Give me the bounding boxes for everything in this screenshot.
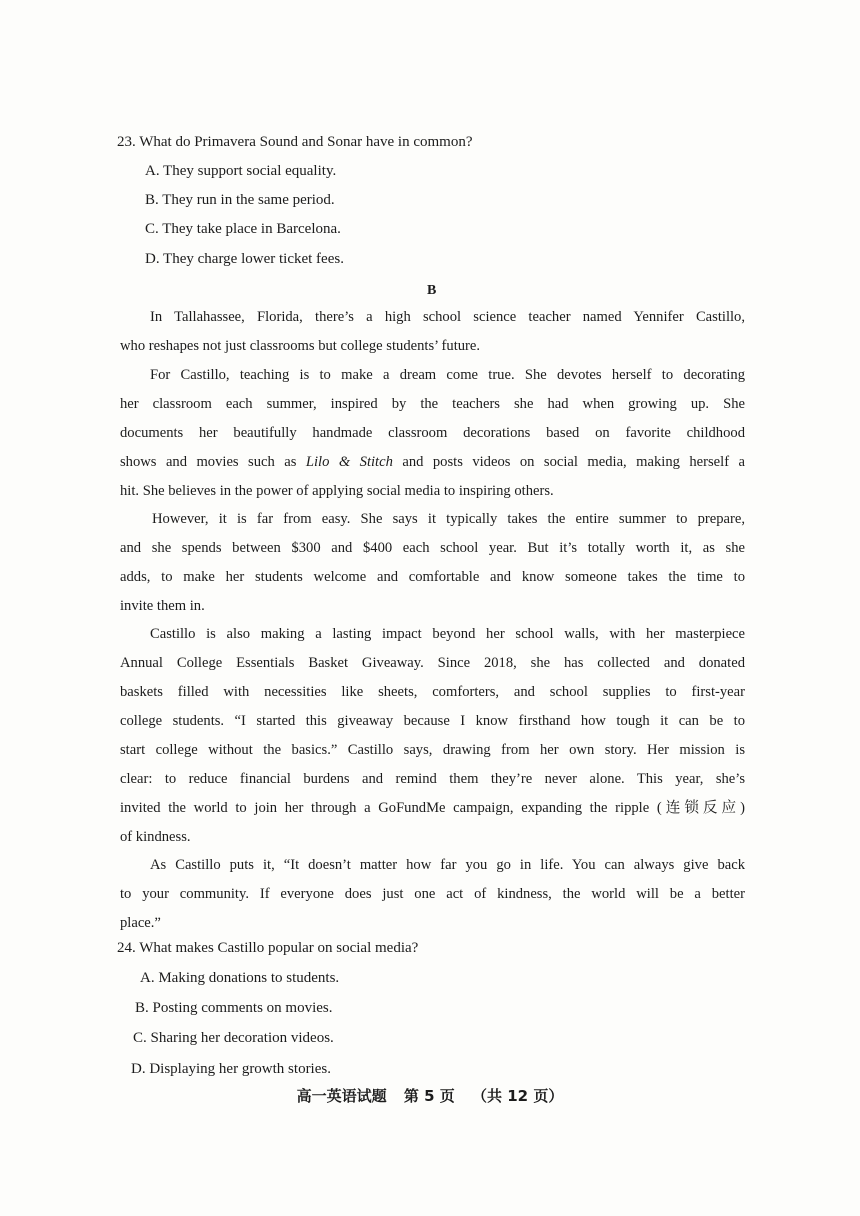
q23-option-b: B. They run in the same period.: [145, 192, 335, 208]
question-24: 24. What makes Castillo popular on social media?: [117, 940, 419, 956]
q23-option-c: C. They take place in Barcelona.: [145, 221, 341, 237]
text-line: college students. “I started this giveaway because I know firsthand how tough it can be to: [120, 713, 745, 729]
passage-paragraph-3: [120, 505, 745, 621]
text-line: As Castillo puts it, “It doesn’t matter how far you go in life. You can always give back: [150, 857, 745, 873]
text-line: hit. She believes in the power of applying social media to inspiring others.: [120, 483, 554, 499]
question-23: 23. What do Primavera Sound and Sonar have in common?: [117, 134, 473, 150]
text-line: In Tallahassee, Florida, there’s a high school science teacher named Yennifer Castillo,: [150, 309, 745, 325]
text-line: baskets filled with necessities like sheets, comforters, and school supplies to first-year: [120, 684, 745, 700]
text-line: start college without the basics.” Castillo says, drawing from her own story. Her mission is: [120, 742, 745, 758]
text-line: her classroom each summer, inspired by the teachers she had when growing up. She: [120, 396, 745, 412]
page-footer: [0, 1085, 860, 1106]
text-line: Annual College Essentials Basket Giveaway. Since 2018, she has collected and donated: [120, 655, 745, 671]
movie-title: Lilo & Stitch: [305, 454, 393, 470]
text-line: [120, 448, 745, 477]
footer-subject: 高一英语试题: [296, 1087, 387, 1105]
footer-page-number: 第 5 页: [403, 1087, 455, 1105]
text-line: However, it is far from easy. She says it typically takes the entire summer to prepare,: [152, 511, 745, 527]
q23-option-a: A. They support social equality.: [145, 163, 337, 179]
text-line: documents her beautifully handmade classroom decorations based on favorite childhood: [120, 425, 745, 441]
passage-paragraph-2: [120, 361, 745, 506]
q24-option-b: B. Posting comments on movies.: [135, 1000, 333, 1016]
text-line: Castillo is also making a lasting impact beyond her school walls, with her masterpiece: [150, 626, 745, 642]
text-line: For Castillo, teaching is to make a dream come true. She devotes herself to decorating: [150, 367, 745, 383]
text-line: to your community. If everyone does just one act of kindness, the world will be a better: [120, 886, 745, 902]
passage-paragraph-1: [120, 303, 745, 361]
passage-paragraph-5: [120, 851, 745, 938]
text-line: place.”: [120, 915, 161, 931]
q24-option-d: D. Displaying her growth stories.: [131, 1061, 331, 1077]
text-line: invited the world to join her through a GoFundMe campaign, expanding the ripple (连锁反应): [120, 800, 745, 816]
section-label: B: [427, 283, 437, 298]
text-line: who reshapes not just classrooms but college students’ future.: [120, 338, 481, 354]
q24-option-a: A. Making donations to students.: [140, 970, 340, 986]
q24-option-c: C. Sharing her decoration videos.: [133, 1030, 334, 1046]
text-fragment: shows and movies such as: [120, 454, 297, 470]
text-line: adds, to make her students welcome and comfortable and know someone takes the time to: [120, 569, 745, 585]
passage-paragraph-4: [120, 620, 745, 852]
text-line: invite them in.: [120, 598, 205, 614]
text-line: and she spends between $300 and $400 each school year. But it’s totally worth it, as she: [120, 540, 745, 556]
text-line: clear: to reduce financial burdens and remind them they’re never alone. This year, she’s: [120, 771, 745, 787]
text-fragment: and posts videos on social media, making herself a: [402, 454, 745, 470]
text-line: of kindness.: [120, 829, 191, 845]
q23-option-d: D. They charge lower ticket fees.: [145, 251, 344, 267]
footer-total-pages: （共 12 页）: [472, 1087, 564, 1105]
